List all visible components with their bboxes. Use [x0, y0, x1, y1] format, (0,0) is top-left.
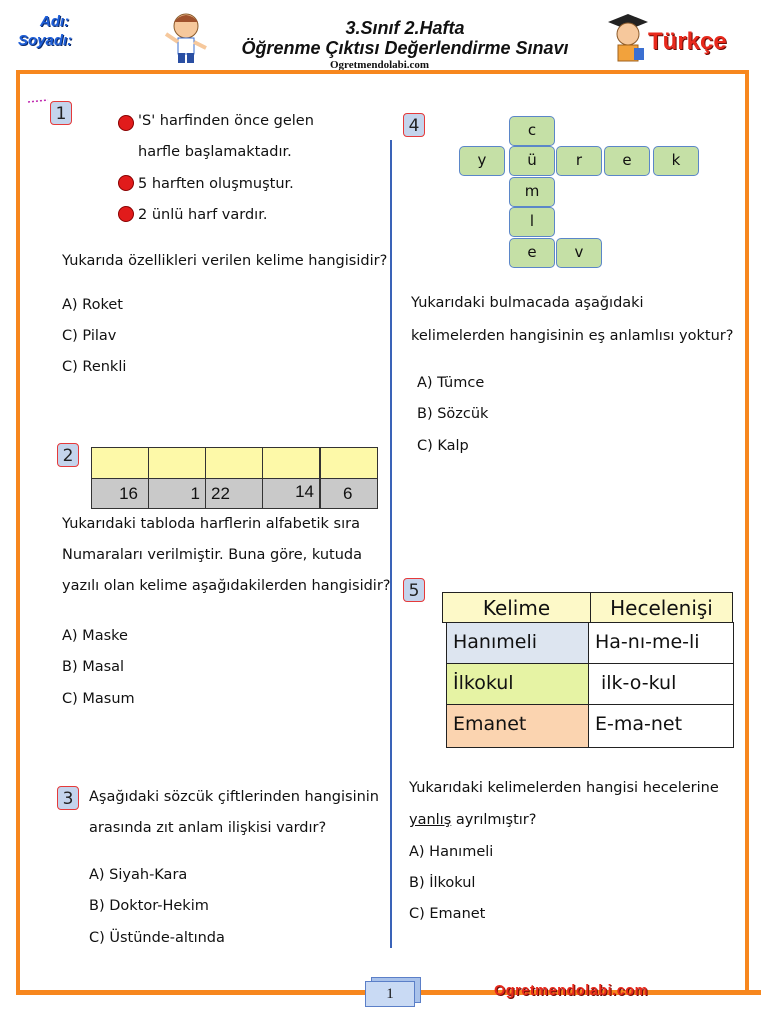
crossword-cell: e	[604, 146, 650, 176]
empty-letter-cell	[148, 447, 206, 479]
crossword-cell: ü	[509, 146, 555, 176]
page-number: 1	[365, 981, 415, 1007]
q4-option-b[interactable]: B) Sözcük	[417, 406, 489, 422]
underlined-word: yanlış	[409, 812, 452, 828]
q4-option-c[interactable]: C) Kalp	[417, 438, 469, 454]
graduate-girl-icon	[604, 8, 650, 68]
clue-bullet	[118, 115, 134, 131]
clue-1: 'S' harfinden önce gelen	[138, 113, 314, 129]
number-cell: 22	[205, 478, 263, 509]
number-cell: 6	[320, 478, 378, 509]
empty-letter-cell	[205, 447, 263, 479]
syllable-cell: Ha-nı-me-li	[588, 622, 734, 664]
q2-option-c[interactable]: C) Masum	[62, 691, 135, 707]
crossword-cell: m	[509, 177, 555, 207]
header-site: Ogretmendolabi.com	[330, 59, 430, 71]
title-line-1: 3.Sınıf 2.Hafta	[345, 18, 465, 38]
q4-option-a[interactable]: A) Tümce	[417, 375, 485, 391]
letter-number-table	[91, 447, 378, 509]
empty-letter-cell	[320, 447, 378, 479]
question-4-text-2: kelimelerden hangisinin eş anlamlısı yoktur?	[411, 328, 734, 344]
q5-option-c[interactable]: C) Emanet	[409, 906, 486, 922]
number-cell: 16	[91, 478, 149, 509]
column-divider	[390, 140, 392, 948]
q3-option-c[interactable]: C) Üstünde-altında	[89, 930, 225, 946]
q3-option-b[interactable]: B) Doktor-Hekim	[89, 898, 209, 914]
q3-option-a[interactable]: A) Siyah-Kara	[89, 867, 188, 883]
word-cell: İlkokul	[446, 663, 589, 705]
page-number-badge	[365, 977, 421, 1005]
question-4-number: 4	[403, 113, 425, 137]
question-2-number: 2	[57, 443, 79, 467]
crossword-cell: v	[556, 238, 602, 268]
q5-option-a[interactable]: A) Hanımeli	[409, 844, 494, 860]
empty-letter-cell	[262, 447, 320, 479]
q1-option-c[interactable]: C) Renkli	[62, 359, 127, 375]
question-2-text-3: yazılı olan kelime aşağıdakilerden hangisidir?	[62, 578, 391, 594]
crossword-cell: e	[509, 238, 555, 268]
q2-option-b[interactable]: B) Masal	[62, 659, 125, 675]
title-line-2: Öğrenme Çıktısı Değerlendirme Sınavı	[241, 38, 569, 58]
question-5-number: 5	[403, 578, 425, 602]
table-header-syllables: Hecelenişi	[590, 592, 733, 623]
clue-1-cont: harfle başlamaktadır.	[138, 144, 292, 160]
question-5-text-end: ayrılmıştır?	[451, 812, 537, 828]
question-2-text-2: Numaraları verilmiştir. Buna göre, kutuda	[62, 547, 362, 563]
empty-letter-cell	[91, 447, 149, 479]
question-3-number: 3	[57, 786, 79, 810]
number-cell: 14	[262, 478, 320, 509]
word-cell: Hanımeli	[446, 622, 589, 664]
crossword-cell: y	[459, 146, 505, 176]
q2-option-a[interactable]: A) Maske	[62, 628, 128, 644]
question-3-text-1: Aşağıdaki sözcük çiftlerinden hangisinin	[89, 789, 379, 805]
name-label: Adı:	[40, 13, 70, 30]
clue-bullet	[118, 206, 134, 222]
crossword-cell: c	[509, 116, 555, 146]
clue-bullet	[118, 175, 134, 191]
footer-site: Ogretmendolabi.com	[494, 983, 649, 999]
subject-title: Türkçe	[648, 28, 727, 55]
name-fields	[18, 12, 72, 50]
exam-title	[195, 18, 615, 58]
question-4-text-1: Yukarıdaki bulmacada aşağıdaki	[411, 295, 644, 311]
crossword-cell: k	[653, 146, 699, 176]
question-5-text-2	[409, 810, 536, 830]
syllable-cell: ilk-o-kul	[588, 663, 734, 705]
question-5-text-1: Yukarıdaki kelimelerden hangisi hecelerine	[409, 780, 719, 796]
word-cell: Emanet	[446, 704, 589, 748]
table-header-word: Kelime	[442, 592, 591, 623]
question-3-text-2: arasında zıt anlam ilişkisi vardır?	[89, 820, 327, 836]
q1-option-b[interactable]: C) Pilav	[62, 328, 117, 344]
surname-label: Soyadı:	[18, 32, 73, 49]
pencil-mark-icon	[26, 96, 50, 106]
syllable-cell: E-ma-net	[588, 704, 734, 748]
q1-option-a[interactable]: A) Roket	[62, 297, 123, 313]
crossword-cell: l	[509, 207, 555, 237]
q5-option-b[interactable]: B) İlkokul	[409, 875, 476, 891]
question-2-text-1: Yukarıdaki tabloda harflerin alfabetik sıra	[62, 516, 360, 532]
clue-3: 2 ünlü harf vardır.	[138, 207, 268, 223]
question-1-text: Yukarıda özellikleri verilen kelime hangisidir?	[62, 253, 388, 269]
clue-2: 5 harften oluşmuştur.	[138, 176, 294, 192]
crossword-cell: r	[556, 146, 602, 176]
number-cell: 1	[148, 478, 206, 509]
question-1-number: 1	[50, 101, 72, 125]
